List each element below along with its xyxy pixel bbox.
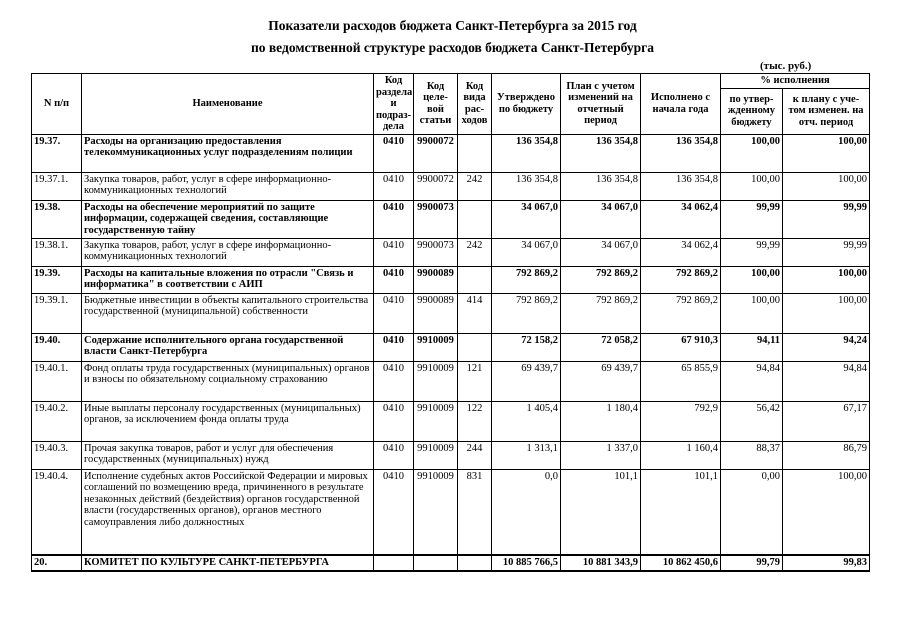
cell-utv: 792 869,2 <box>492 293 561 333</box>
cell-num: 19.40.3. <box>32 441 82 469</box>
cell-pct-plan: 100,00 <box>783 293 870 333</box>
cell-name: Закупка товаров, работ, услуг в сфере информационно-коммуникационных технологий <box>82 238 374 266</box>
cell-utv: 792 869,2 <box>492 266 561 293</box>
cell-isp: 34 062,4 <box>641 238 721 266</box>
cell-pct-budget: 100,00 <box>721 134 783 172</box>
cell-vid: 242 <box>458 238 492 266</box>
table-row <box>32 401 870 441</box>
cell-num: 19.39.1. <box>32 293 82 333</box>
cell-name: Расходы на обеспечение мероприятий по защите информации, содержащей сведения, составляющие государственную тайну <box>82 200 374 238</box>
cell-vid <box>458 333 492 361</box>
cell-name: КОМИТЕТ ПО КУЛЬТУРЕ САНКТ-ПЕТЕРБУРГА <box>82 555 374 571</box>
cell-statya: 9910009 <box>414 441 458 469</box>
cell-statya: 9910009 <box>414 333 458 361</box>
cell-plan: 72 058,2 <box>561 333 641 361</box>
cell-pct-budget: 99,99 <box>721 238 783 266</box>
cell-statya: 9900073 <box>414 200 458 238</box>
cell-isp: 67 910,3 <box>641 333 721 361</box>
cell-num: 19.38. <box>32 200 82 238</box>
cell-pct-budget: 100,00 <box>721 172 783 200</box>
cell-name: Расходы на организацию предоставления телекоммуникационных услуг подразделениям полиции <box>82 134 374 172</box>
cell-isp: 792,9 <box>641 401 721 441</box>
cell-pct-plan: 99,99 <box>783 238 870 266</box>
cell-utv: 136 354,8 <box>492 134 561 172</box>
cell-razdel: 0410 <box>374 238 414 266</box>
cell-name: Содержание исполнительного органа государственной власти Санкт-Петербурга <box>82 333 374 361</box>
cell-razdel: 0410 <box>374 293 414 333</box>
table-row <box>32 266 870 293</box>
page-title-line-2: по ведомственной структуре расходов бюджета Санкт-Петербурга <box>250 40 655 55</box>
table-row-total <box>32 555 870 571</box>
cell-statya: 9900089 <box>414 266 458 293</box>
cell-name: Фонд оплаты труда государственных (муниципальных) органов и взносы по обязательному социальному страхованию <box>82 361 374 401</box>
cell-num: 19.40.1. <box>32 361 82 401</box>
cell-razdel: 0410 <box>374 172 414 200</box>
cell-pct-budget: 88,37 <box>721 441 783 469</box>
cell-isp: 10 862 450,6 <box>641 555 721 571</box>
cell-vid: 414 <box>458 293 492 333</box>
cell-name: Иные выплаты персоналу государственных (муниципальных) органов, за исключением фонда оплаты труда <box>82 401 374 441</box>
cell-isp: 792 869,2 <box>641 266 721 293</box>
cell-num: 19.39. <box>32 266 82 293</box>
cell-pct-plan: 94,84 <box>783 361 870 401</box>
col-header-utv: Утверждено по бюджету <box>492 74 561 135</box>
cell-utv: 136 354,8 <box>492 172 561 200</box>
cell-vid: 244 <box>458 441 492 469</box>
cell-name: Бюджетные инвестиции в объекты капитального строительства государственной (муниципальной) собственности <box>82 293 374 333</box>
cell-num: 19.37.1. <box>32 172 82 200</box>
cell-razdel: 0410 <box>374 266 414 293</box>
table-row <box>32 361 870 401</box>
cell-num: 19.38.1. <box>32 238 82 266</box>
cell-isp: 136 354,8 <box>641 134 721 172</box>
cell-isp: 792 869,2 <box>641 293 721 333</box>
cell-razdel: 0410 <box>374 333 414 361</box>
table-row <box>32 238 870 266</box>
col-header-pct-budget: по утвер-жденному бюджету <box>721 88 783 134</box>
cell-name: Расходы на капитальные вложения по отрасли "Связь и информатика" в соответствии с АИП <box>82 266 374 293</box>
cell-utv: 34 067,0 <box>492 200 561 238</box>
cell-isp: 65 855,9 <box>641 361 721 401</box>
cell-pct-plan: 99,83 <box>783 555 870 571</box>
cell-razdel: 0410 <box>374 361 414 401</box>
cell-pct-budget: 56,42 <box>721 401 783 441</box>
cell-vid <box>458 200 492 238</box>
table-row <box>32 333 870 361</box>
table-row <box>32 172 870 200</box>
cell-vid <box>458 555 492 571</box>
cell-plan: 69 439,7 <box>561 361 641 401</box>
cell-vid: 831 <box>458 469 492 555</box>
cell-isp: 34 062,4 <box>641 200 721 238</box>
table-body <box>32 134 870 571</box>
cell-name: Исполнение судебных актов Российской Федерации и мировых соглашений по возмещению вреда, причиненного в результате незаконных действий (бездействия) органов государственной власти (государственных органов), органов местного самоуправления либо должностных <box>82 469 374 555</box>
cell-plan: 1 180,4 <box>561 401 641 441</box>
col-header-isp: Исполнено с начала года <box>641 74 721 135</box>
cell-num: 19.37. <box>32 134 82 172</box>
cell-plan: 1 337,0 <box>561 441 641 469</box>
cell-razdel: 0410 <box>374 134 414 172</box>
cell-pct-plan: 94,24 <box>783 333 870 361</box>
table-row <box>32 134 870 172</box>
cell-pct-plan: 100,00 <box>783 134 870 172</box>
cell-plan: 34 067,0 <box>561 200 641 238</box>
units-label: (тыс. руб.) <box>760 60 812 72</box>
cell-vid <box>458 134 492 172</box>
cell-statya: 9910009 <box>414 401 458 441</box>
cell-utv: 69 439,7 <box>492 361 561 401</box>
cell-pct-budget: 100,00 <box>721 266 783 293</box>
cell-pct-plan: 99,99 <box>783 200 870 238</box>
cell-pct-budget: 100,00 <box>721 293 783 333</box>
cell-statya: 9900072 <box>414 134 458 172</box>
col-header-vid: Код вида рас-ходов <box>458 74 492 135</box>
cell-statya: 9910009 <box>414 469 458 555</box>
cell-utv: 34 067,0 <box>492 238 561 266</box>
cell-utv: 0,0 <box>492 469 561 555</box>
cell-statya: 9910009 <box>414 361 458 401</box>
cell-pct-plan: 86,79 <box>783 441 870 469</box>
cell-razdel: 0410 <box>374 401 414 441</box>
col-header-statya: Код целе-вой статьи <box>414 74 458 135</box>
budget-table <box>31 73 870 572</box>
cell-pct-budget: 0,00 <box>721 469 783 555</box>
table-row <box>32 200 870 238</box>
cell-plan: 101,1 <box>561 469 641 555</box>
cell-plan: 136 354,8 <box>561 172 641 200</box>
cell-num: 19.40. <box>32 333 82 361</box>
cell-isp: 136 354,8 <box>641 172 721 200</box>
cell-name: Прочая закупка товаров, работ и услуг для обеспечения государственных (муниципальных) нужд <box>82 441 374 469</box>
col-header-num: N п/п <box>32 74 82 135</box>
col-header-pct-plan: к плану с уче-том изменен. на отч. период <box>783 88 870 134</box>
cell-vid <box>458 266 492 293</box>
cell-pct-budget: 94,11 <box>721 333 783 361</box>
cell-utv: 72 158,2 <box>492 333 561 361</box>
cell-pct-budget: 99,99 <box>721 200 783 238</box>
cell-statya: 9900073 <box>414 238 458 266</box>
cell-vid: 122 <box>458 401 492 441</box>
cell-utv: 1 313,1 <box>492 441 561 469</box>
cell-isp: 101,1 <box>641 469 721 555</box>
cell-plan: 10 881 343,9 <box>561 555 641 571</box>
cell-statya: 9900072 <box>414 172 458 200</box>
page-title-line-1: Показатели расходов бюджета Санкт-Петербурга за 2015 год <box>268 18 637 33</box>
cell-razdel: 0410 <box>374 200 414 238</box>
cell-vid: 121 <box>458 361 492 401</box>
cell-pct-budget: 99,79 <box>721 555 783 571</box>
cell-pct-plan: 100,00 <box>783 469 870 555</box>
cell-statya <box>414 555 458 571</box>
cell-pct-plan: 100,00 <box>783 266 870 293</box>
table-row <box>32 293 870 333</box>
cell-utv: 1 405,4 <box>492 401 561 441</box>
cell-num: 20. <box>32 555 82 571</box>
cell-razdel <box>374 555 414 571</box>
col-header-name: Наименование <box>82 74 374 135</box>
cell-plan: 136 354,8 <box>561 134 641 172</box>
cell-num: 19.40.4. <box>32 469 82 555</box>
cell-pct-plan: 100,00 <box>783 172 870 200</box>
cell-vid: 242 <box>458 172 492 200</box>
col-header-razdel: Код раздела и подраз-дела <box>374 74 414 135</box>
table-row <box>32 441 870 469</box>
cell-name: Закупка товаров, работ, услуг в сфере информационно-коммуникационных технологий <box>82 172 374 200</box>
cell-pct-budget: 94,84 <box>721 361 783 401</box>
table-row <box>32 469 870 555</box>
cell-isp: 1 160,4 <box>641 441 721 469</box>
cell-statya: 9900089 <box>414 293 458 333</box>
cell-plan: 34 067,0 <box>561 238 641 266</box>
cell-plan: 792 869,2 <box>561 293 641 333</box>
cell-num: 19.40.2. <box>32 401 82 441</box>
cell-plan: 792 869,2 <box>561 266 641 293</box>
cell-razdel: 0410 <box>374 441 414 469</box>
cell-razdel: 0410 <box>374 469 414 555</box>
col-header-plan: План с учетом изменений на отчетный период <box>561 74 641 135</box>
cell-pct-plan: 67,17 <box>783 401 870 441</box>
col-header-pct-group: % исполнения <box>721 74 870 89</box>
cell-utv: 10 885 766,5 <box>492 555 561 571</box>
